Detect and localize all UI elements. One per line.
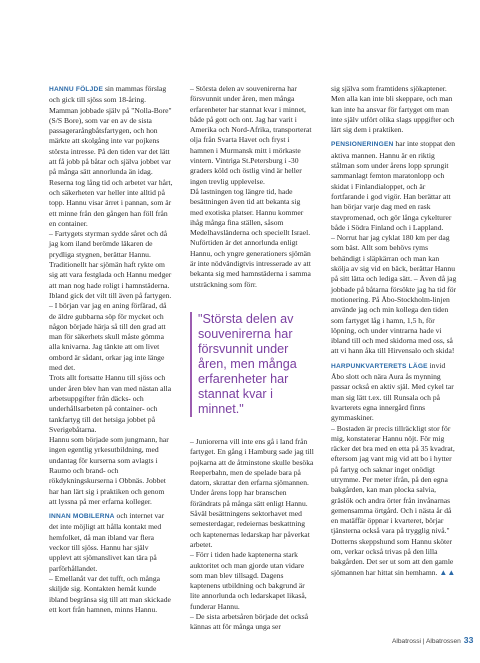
article-column-3 — [331, 84, 458, 578]
paragraph-text: sin mammas förslag och gick till sjöss som 18-åring. Mamman jobbade själv på "Nolla-Bore" (S/S Bore), som var en av de sista passagerarångbåtsfartygen, och hon märkte att skolgång inte var pojkens största intresse. På den tiden var det lätt att få jobb på båtar och själva jobbet var på många sätt annorlunda än idag. Reserna tog lång tid och arbetet var hårt, och säkerheten var heller inte alltid på topp. Hannu visar ärret i pannan, som är ett minne från den gången han föll från en container. — [49, 84, 173, 228]
paragraph — [49, 84, 173, 229]
paragraph — [49, 511, 173, 574]
paragraph: Trots allt fortsatte Hannu till sjöss och under åren blev han van med nästan alla arbetsuppgifter från däcks- och underhållsarbeten på container- och tankfartyg till det hetsiga jobbet på Sverigebåtarna. — [49, 373, 172, 434]
paragraph: Traditionellt har sjömän haft rykte om sig att vara festglada och Hannu medger att man nog hade roligt i hamnstäderna. Ibland gick det vilt till även på fartygen. — [49, 260, 172, 300]
paragraph: – I början var jag en aning förfärad, då de äldre gubbarna söp för mycket och någon började härja så till den grad att man för säkerhets skull måste gömma alla knivarna. Jag tänkte att om livet ombord är sådant, orkar jag inte länge med det. — [49, 301, 167, 373]
pull-quote: "Största delen av souvenirerna har försvunnit under åren, men många erfarenheter har stannat kvar i minnet." — [190, 312, 314, 417]
lead-in: HARPUNKVARTERETS LÄGE — [331, 362, 428, 370]
paragraph-text: och internet var det inte möjligt att hålla kontakt med hemfolket, då man ibland var flera veckor till sjöss. Hannu har själv upplevt att sjömanslivet kan tära på parförhållandet. — [49, 511, 165, 573]
paragraph-text: invid Åbo slott och nära Aura ås mynning passar också en aktiv själ. Med cykel tar man sig lätt t.ex. till Runsala och på kvarterets egna innergård finns gymmaskiner. — [331, 360, 454, 423]
page-number: 33 — [463, 635, 474, 645]
paragraph-text: Dotterns skeppshund som Hannu sköter om, verkar också trivas på den lilla bakgården. Det ser ut som att den gamle sjömannen har hittat sin hemhamn. — [331, 536, 454, 577]
paragraph — [331, 361, 458, 424]
page-footer — [392, 635, 473, 645]
lead-in: INNAN MOBILERNA — [49, 513, 115, 521]
paragraph: sig själva som framtidens sjökaptener. Men alla kan inte bli skeppare, och man kan inte ha ansvar för fartyget om man inte själv utfört olika slags uppgifter och lärt sig dem i praktiken. — [331, 84, 455, 135]
paragraph: – Juniorerna vill inte ens gå i land från fartyget. En gång i Hamburg sade jag till pojkarna att de åtminstone skulle besöka Reeperbahn, men de spelade bara på datorn, skrattar den erfarna sjömannen. — [190, 436, 314, 488]
article-column-1 — [49, 84, 173, 615]
paragraph: Hannu som började som jungmann, har ingen egentlig yrkesutbildning, med undantag för kurserna som avlagts i Raumo och brand- och rökdykningskurserna i Obbnäs. Jobbet har han lärt sig i praktiken och genom att lyssna på mer erfarna kolleger. — [49, 435, 169, 506]
end-mark-icon: ▲▲ — [439, 567, 456, 577]
paragraph: – Norrut har jag cyklat 180 km per dag som bäst. Allt som behövs ryms behändigt i släpkärran och man kan skölja av sig vid en bäck, berättar Hannu på sitt lätta och lediga sätt. – Även då jag jobbade på båtarna försökte jag ha tid för motionering. På Åbo-Stockholm-linjen använde jag och min kollega den tiden som fartyget låg i hamn, 1,5 h, för löpning, och under vintrarna hade vi ibland till och med skidorna med oss, så att vi hann åka till Hirvensalo och skida! — [331, 233, 457, 356]
publication-name: Albatrossi | Albatrossen — [392, 638, 461, 645]
paragraph: – Största delen av souvenirerna har försvunnit under åren, men många erfarenheter har stannat kvar i minnet, både på gott och ont. Jag har varit i Amerika och Nord-Afrika, transporterat olja från Svarta Havet och fryst i hamnen i Murmansk mitt i mörkaste vintern. Vintriga St.Petersburg i -30 graders köld och östlig vind är heller ingen trevlig upplevelse. — [190, 84, 312, 186]
paragraph — [331, 139, 458, 233]
paragraph: – Emellanåt var det tufft, och många skiljde sig. Kontakten hemåt kunde ibland begränsa sig till att man skickade ett kort från hamnen, minns Hannu. — [49, 573, 171, 614]
paragraph: Då lastningen tog längre tid, hade besättningen även tid att bekanta sig med exotiska platser. Hannu kommer ihåg många fina ställen, såsom Medelhavsländerna och speciellt Israel. Nuförtiden är det annorlunda enligt Hannu, och yngre generationers sjömän är inte nödvändigtvis intresserade av att bekanta sig med hamnstäderna i samma utsträckning som förr. — [190, 186, 311, 289]
paragraph-text: har inte stoppat den aktiva mannen. Hannu är en riktig stålman som under årens lopp sprungit sammanlagt femton maratonlopp och skidat i Finlandialoppet, och är fortfarande i god vigör. Han berättar att han börjar varje dag med en rask stavpromenad, och gör långa cykelturer både i Södra Finland och i Lappland. — [331, 139, 456, 232]
paragraph: – De sista arbetsåren började det också kännas att för många unga ser — [190, 611, 309, 632]
lead-in: PENSIONERINGEN — [331, 141, 394, 149]
paragraph: – Fartygets styrman sydde såret och då jag kom iland berömde läkaren de prydliga stygnen, berättar Hannu. — [49, 229, 168, 259]
paragraph: – Bostaden är precis tillräckligt stor för mig, konstaterar Hannu nöjt. För mig räcker det bra med en etta på 35 kvadrat, eftersom jag vant mig vid att bo i hytter på fartyg och saknar inget onödigt utrymme. Per meter ifrån, på den egna bakgården, kan man plocka salvia, gräslök och andra örter från invånarnas gemensamma örtgård. Och i nästa år då en matäffär öppnar i kvarteret, börjar tjänsterna också vara på trygglig nivå." — [331, 423, 455, 536]
lead-in: HANNU FÖLJDE — [49, 86, 104, 93]
article-column-2 — [190, 84, 314, 633]
paragraph — [331, 537, 458, 578]
paragraph: Under årens lopp har branschen förändrats på många sätt enligt Hannu. Såväl besättningens sektorhavet med semesterdagar, redeiernas beskattning och kaptenernas ledarskap har påverkat arbetet. — [190, 488, 310, 549]
paragraph: – Förr i tiden hade kaptenerna stark auktoritet och man gjorde utan vidare som man blev tillsagd. Dagens kaptenens utbildning och bakgrund är lite annorlunda och ledarskapet likaså, funderar Hannu. — [190, 550, 307, 611]
